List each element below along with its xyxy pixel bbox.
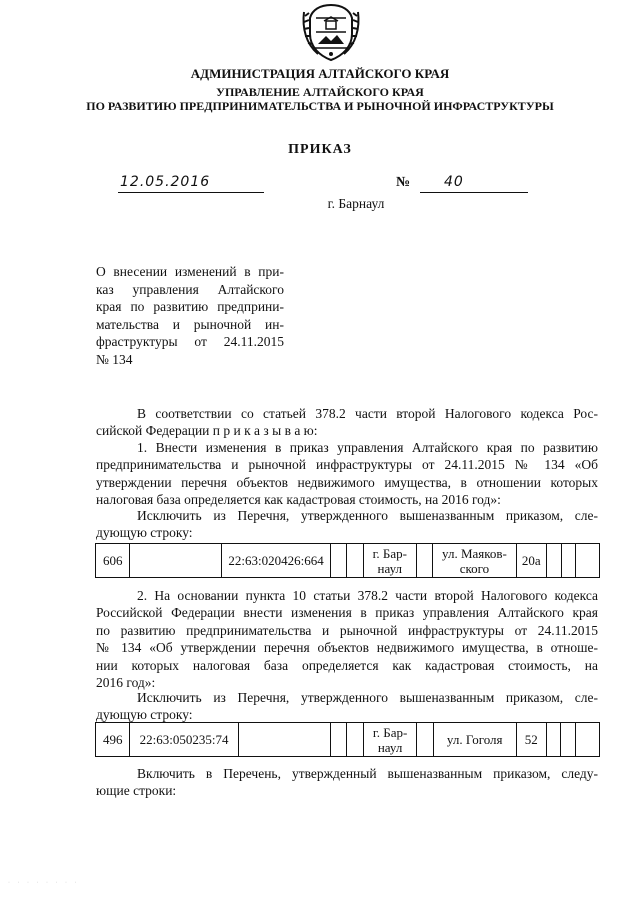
- paragraph-line: дующую строку:: [96, 525, 193, 540]
- subject-line: мательства и рыночной ин-: [96, 316, 284, 332]
- paragraph-line: 2016 год»:: [96, 675, 156, 690]
- document-type-title: ПРИКАЗ: [288, 142, 352, 157]
- excluded-row-table-2: [95, 722, 600, 757]
- empty-cell: [347, 544, 363, 578]
- org-name-line-2: УПРАВЛЕНИЕ АЛТАЙСКОГО КРАЯ: [216, 85, 424, 99]
- empty-cell: [417, 723, 433, 757]
- empty-cell: [547, 544, 561, 578]
- street-cell: ул. Гоголя: [433, 723, 516, 757]
- empty-cell: [561, 544, 575, 578]
- empty-cell: [347, 723, 363, 757]
- city-cell: г. Бар-наул: [363, 544, 417, 578]
- coat-of-arms-emblem: [300, 2, 362, 62]
- city-label: г. Барнаул: [327, 196, 385, 211]
- empty-cell: [130, 544, 222, 578]
- number-label: №: [396, 175, 411, 190]
- street-cell: ул. Маяков-ского: [433, 544, 516, 578]
- org-name-line-1: АДМИНИСТРАЦИЯ АЛТАЙСКОГО КРАЯ: [190, 66, 450, 81]
- table-row: [96, 723, 600, 757]
- paragraph-line: № 134 «Об утверждении перечня объектов недвижимого имущества, в отноше-: [96, 640, 598, 655]
- subject-line: фраструктуры от 24.11.2015: [96, 334, 284, 349]
- empty-cell: [561, 723, 575, 757]
- subject-line: края по развитию предприни-: [96, 299, 284, 314]
- empty-cell: [575, 544, 599, 578]
- subject-line: № 134: [96, 351, 133, 367]
- empty-cell: [575, 723, 599, 757]
- row-number: 496: [96, 723, 130, 757]
- paragraph-line: ющие строки:: [96, 783, 177, 798]
- subject-line: О внесении изменений в при-: [96, 264, 284, 279]
- house-cell: 52: [516, 723, 546, 757]
- paragraph-block: [96, 456, 598, 509]
- paragraph-line: 2. На основании пункта 10 статьи 378.2 части второй Налогового кодекса: [137, 588, 598, 603]
- number-value: 40: [444, 174, 464, 190]
- empty-cell: [238, 723, 330, 757]
- cadastral-number: 22:63:050235:74: [130, 723, 238, 757]
- table-row: [96, 544, 600, 578]
- number-line: [420, 175, 528, 193]
- paragraph-line: предпринимательства и рыночной инфраструктуры от 24.11.2015 № 134 «Об: [96, 457, 598, 472]
- empty-cell: [546, 723, 560, 757]
- subject-block: [96, 263, 284, 368]
- row-number: 606: [96, 544, 130, 578]
- scan-margin-mark: · · · · · · · ·: [8, 880, 80, 886]
- cadastral-number: 22:63:020426:664: [222, 544, 331, 578]
- paragraph-line: утверждении перечня объектов недвижимого имущества, в отношении которых: [96, 474, 598, 490]
- city-cell: г. Бар-наул: [363, 723, 417, 757]
- paragraph-line: Включить в Перечень, утвержденный вышеназванным приказом, следу-: [137, 766, 598, 781]
- paragraph-line: нии которых налоговая база определяется как кадастровая стоимость, на: [96, 657, 598, 673]
- empty-cell: [417, 544, 433, 578]
- paragraph-line: 1. Внести изменения в приказ управления Алтайского края по развитию: [137, 440, 598, 455]
- house-cell: 20а: [516, 544, 547, 578]
- empty-cell: [330, 723, 346, 757]
- paragraph-block: [96, 604, 598, 692]
- paragraph-line: по развитию предпринимательства и рыночной инфраструктуры от 24.11.2015: [96, 622, 598, 638]
- paragraph-line: Российской Федерации внести изменения в приказ управления Алтайского края: [96, 605, 598, 620]
- paragraph-line: В соответствии со статьей 378.2 части второй Налогового кодекса Рос-: [137, 406, 598, 421]
- paragraph-line: сийской Федерации п р и к а з ы в а ю:: [96, 423, 318, 438]
- paragraph-line: Исключить из Перечня, утвержденного вышеназванным приказом, сле-: [137, 508, 598, 523]
- empty-cell: [330, 544, 346, 578]
- paragraph-line: налоговая база определяется как кадастровая стоимость, на 2016 год»:: [96, 492, 501, 507]
- org-name-line-3: ПО РАЗВИТИЮ ПРЕДПРИНИМАТЕЛЬСТВА И РЫНОЧНОЙ ИНФРАСТРУКТУРЫ: [86, 99, 554, 113]
- paragraph-line: дующую строку:: [96, 707, 193, 722]
- date-value: 12.05.2016: [120, 174, 211, 190]
- paragraph-line: Исключить из Перечня, утвержденного вышеназванным приказом, сле-: [137, 690, 598, 705]
- excluded-row-table-1: [95, 543, 600, 578]
- subject-line: каз управления Алтайского: [96, 281, 284, 297]
- date-line: [118, 175, 264, 193]
